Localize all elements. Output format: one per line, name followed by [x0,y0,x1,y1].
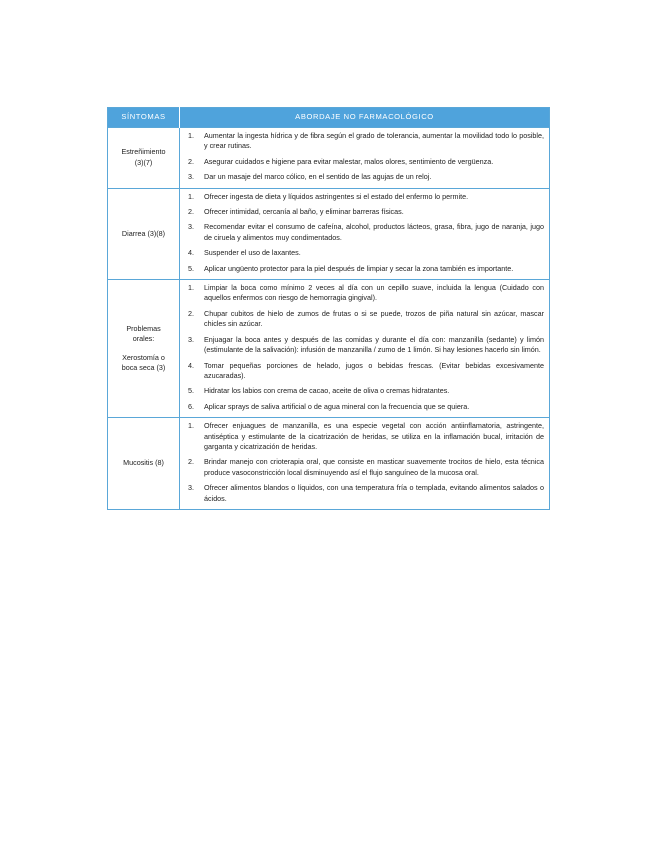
table-row [108,188,550,279]
approach-cell [180,418,550,510]
list-item [180,157,544,167]
item-number: 4. [188,248,194,258]
list-item [180,335,544,356]
item-text: Asegurar cuidados e higiene para evitar malestar, malos olores, sentimiento de vergüenza. [204,156,494,166]
item-text: Ofrecer enjuagues de manzanilla, es una especie vegetal con acción antiinflamatoria, astringente, antiséptica y estimulante de la cicatrización de heridas, se utiliza en la inflamación bucal, irritación de garganta y cicatrización de heridas. [204,421,544,451]
list-item [180,207,544,217]
symptom-cell [108,418,180,510]
item-number: 3. [188,334,194,344]
item-number: 6. [188,401,194,411]
item-text: Ofrecer ingesta de dieta y líquidos astringentes si el estado del enfermo lo permite. [204,191,469,201]
item-text: Dar un masaje del marco cólico, en el sentido de las agujas de un reloj. [204,172,432,182]
item-number: 2. [188,308,194,318]
item-number: 2. [188,156,194,166]
symptom-cell [108,128,180,189]
item-text: Chupar cubitos de hielo de zumos de frutas o si se puede, trozos de piña natural sin azúcar, mascar chicles sin azúcar. [204,308,544,329]
symptom-label: Mucositis (8) [123,458,164,468]
table-row [108,418,550,510]
approach-list [180,128,549,188]
item-text: Enjuagar la boca antes y después de las comidas y durante el día con: manzanilla (sedante) y limón (estimulante de la salivación): infusión de manzanilla / zumo de 1 limón. Si hay lesiones hacerlo sin limón. [204,334,544,355]
table-header-row [108,108,550,128]
item-text: Tomar pequeñas porciones de helado, jugos o bebidas frescas. (Evitar bebidas excesivamente azucaradas). [204,360,544,380]
item-number: 1. [188,131,194,140]
item-number: 5. [188,263,194,273]
symptom-label: Problemas [126,323,161,333]
approach-cell [180,280,550,418]
item-text: Aplicar sprays de saliva artificial o de agua mineral con la frecuencia que se quiera. [204,401,470,411]
symptom-label: orales: [132,334,155,344]
approach-list [180,280,549,417]
approach-cell [180,128,550,189]
symptom-label: boca seca (3) [121,363,166,372]
item-number: 1. [188,421,194,431]
table-row [108,128,550,189]
list-item [180,222,544,243]
list-item [180,402,544,412]
nonpharmacological-approach-table [107,107,550,510]
item-text: Limpiar la boca como mínimo 2 veces al día con un cepillo suave, incluida la lengua (Cuidado con aquellos enfermos con riesgo de hemorragia gingival). [204,283,544,303]
symptom-label: Estreñimiento [121,147,166,157]
symptom-label: (3)(7) [134,157,153,167]
item-text: Suspender el uso de laxantes. [204,248,301,258]
list-item [180,386,544,396]
item-number: 3. [188,222,194,232]
header-approach: ABORDAJE NO FARMACOLÓGICO [180,108,550,128]
list-item [180,172,544,182]
item-number: 1. [188,191,194,201]
symptom-label: Xerostomía o [122,352,165,362]
item-text: Hidratar los labios con crema de cacao, aceite de oliva o cremas hidratantes. [204,386,450,396]
list-item [180,283,544,304]
list-item [180,192,544,202]
item-text: Ofrecer alimentos blandos o líquidos, con una temperatura fría o templada, evitando alimentos salados o ácidos. [204,483,544,503]
list-item [180,483,544,504]
list-item [180,131,544,152]
list-item [180,421,544,452]
list-item [180,309,544,330]
symptom-label: Diarrea (3)(8) [121,228,166,238]
item-text: Aumentar la ingesta hídrica y de fibra según el grado de tolerancia, aumentar la movilidad todo lo posible, y crear rutinas. [204,131,544,151]
approach-list [180,189,549,279]
symptom-label [112,345,175,353]
item-number: 2. [188,457,194,467]
item-number: 3. [188,483,194,493]
list-item [180,457,544,478]
item-number: 5. [188,386,194,396]
list-item [180,361,544,382]
item-text: Aplicar ungüento protector para la piel después de limpiar y secar la zona también es importante. [204,263,514,273]
table-body [108,128,550,510]
table-row [108,280,550,418]
list-item [180,264,544,274]
approach-cell [180,188,550,279]
list-item [180,248,544,258]
item-text: Ofrecer intimidad, cercanía al baño, y eliminar barreras físicas. [204,207,404,217]
item-number: 2. [188,207,194,217]
symptom-cell [108,188,180,279]
item-text: Recomendar evitar el consumo de cafeína, alcohol, productos lácteos, grasa, fibra, jugo de naranja, jugo de ciruela y alimentos muy condimentados. [204,222,544,242]
symptom-cell [108,280,180,418]
item-number: 1. [188,283,194,293]
approach-list [180,418,549,509]
item-text: Brindar manejo con crioterapia oral, que consiste en masticar suavemente trocitos de hielo, esta técnica produce vasoconstricción local disminuyendo así el flujo sanguíneo de la mucosa oral. [204,457,544,477]
header-symptoms: SÍNTOMAS [108,108,180,128]
item-number: 4. [188,360,194,370]
item-number: 3. [188,172,194,182]
